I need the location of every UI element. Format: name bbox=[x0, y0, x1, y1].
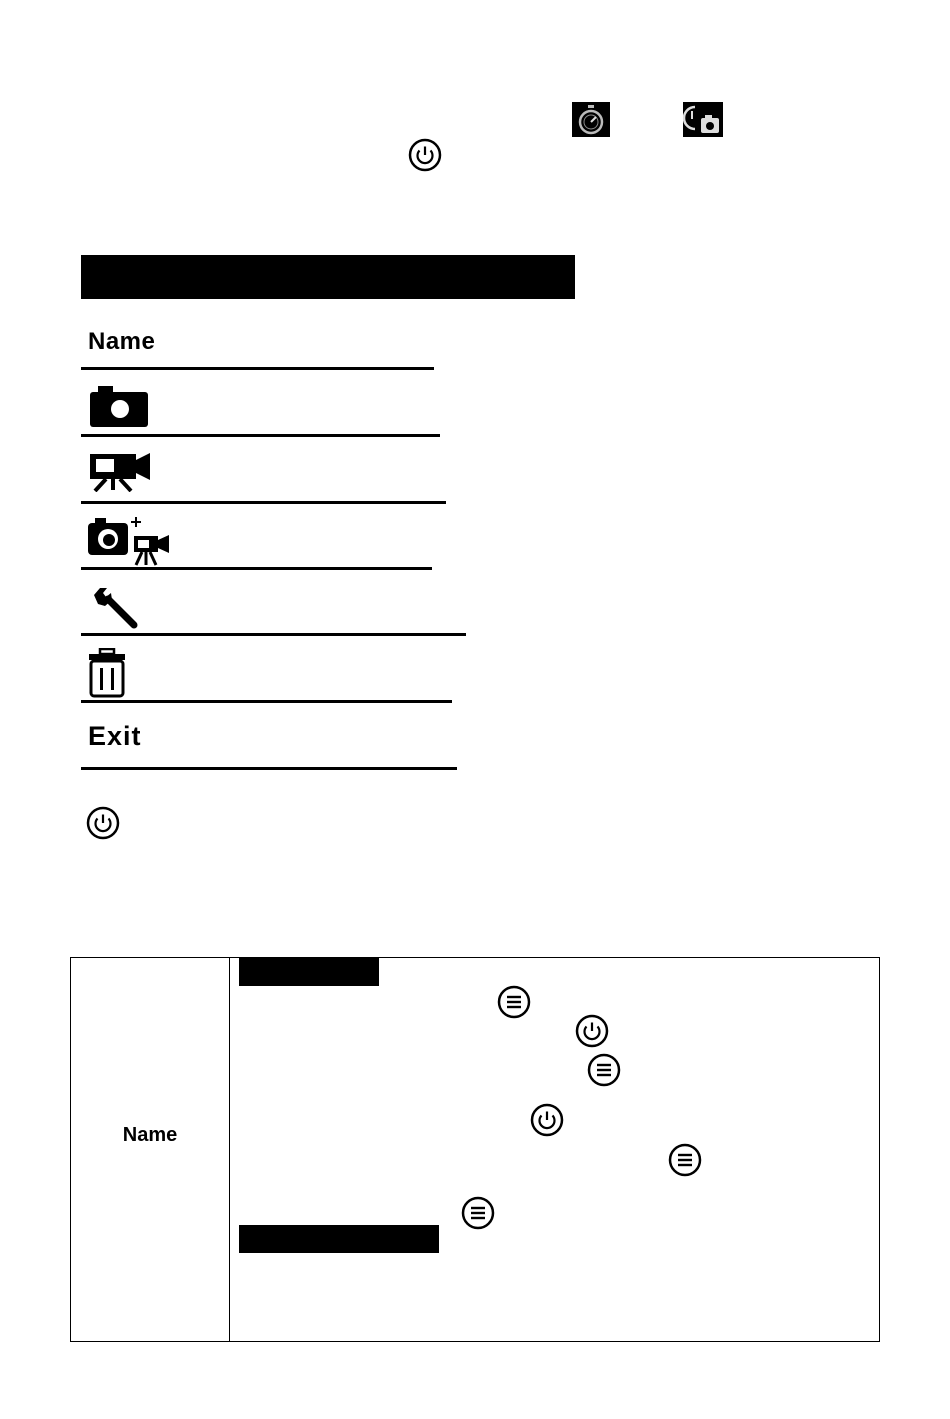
timelapse-photo-icon bbox=[683, 102, 723, 137]
power-icon bbox=[86, 806, 120, 840]
menu-divider bbox=[81, 367, 434, 370]
photo-plus-video-icon[interactable] bbox=[88, 515, 170, 567]
menu-header-label: Name bbox=[88, 328, 156, 355]
menu-icon bbox=[587, 1053, 621, 1087]
menu-icon bbox=[497, 985, 531, 1019]
wrench-icon[interactable] bbox=[90, 585, 140, 629]
menu-icon bbox=[461, 1196, 495, 1230]
table-highlight-bar-2 bbox=[239, 1225, 439, 1253]
power-icon bbox=[575, 1014, 609, 1048]
menu-divider bbox=[81, 700, 452, 703]
video-camera-icon[interactable] bbox=[90, 450, 150, 492]
menu-divider bbox=[81, 501, 446, 504]
camera-icon[interactable] bbox=[90, 385, 148, 427]
table-column-divider bbox=[229, 958, 230, 1341]
menu-title-bar bbox=[81, 255, 575, 299]
table-name-cell: Name bbox=[122, 1124, 178, 1146]
power-icon bbox=[408, 138, 442, 172]
menu-divider bbox=[81, 434, 440, 437]
exit-menu-item[interactable]: Exit bbox=[88, 721, 142, 751]
menu-icon bbox=[668, 1143, 702, 1177]
menu-divider bbox=[81, 633, 466, 636]
menu-divider bbox=[81, 567, 432, 570]
table-highlight-bar-1 bbox=[239, 958, 379, 986]
trash-icon[interactable] bbox=[88, 648, 126, 698]
power-icon bbox=[530, 1103, 564, 1137]
settings-table bbox=[70, 957, 880, 1342]
menu-divider bbox=[81, 767, 457, 770]
stopwatch-icon bbox=[572, 102, 610, 137]
